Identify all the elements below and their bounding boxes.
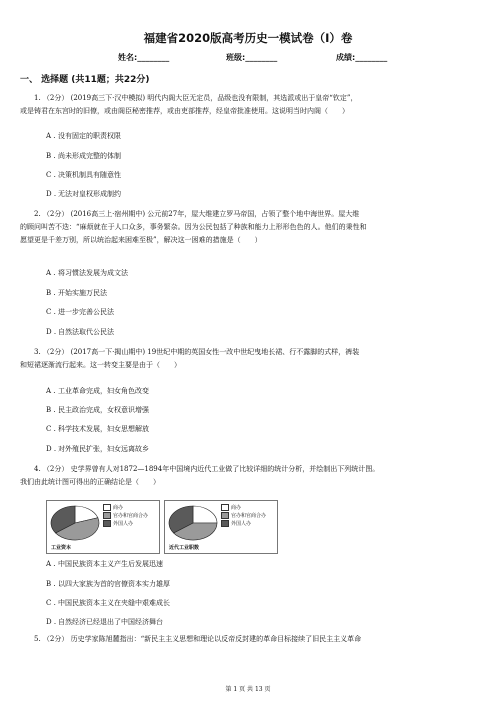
stem-line: 或是铸君在东宫时的旧僚，或由阁臣秘密推荐，或由吏部推荐，经皇帝批准使用。这说明当时内阁（ ）: [20, 107, 349, 115]
question-4-option-a: A . 中国民族资本主义产生后发展迅速: [46, 560, 163, 568]
stem-line: 4. （2分） 史学界曾有人对1872—1894年中国境内近代工业做了比较详细的统计分析，并绘制出下列统计图。: [34, 465, 380, 473]
stem-line: 2. （2分） (2016高三上·宿州期中) 公元前27年，屋大维建立罗马帝国，占领了整个地中海世界。屋大维: [34, 210, 360, 218]
question-3-stem: [20, 346, 480, 372]
chart-legend: [103, 504, 148, 528]
legend-item: 官办和官商合办: [221, 512, 266, 520]
question-2-option-b: B . 开始实施万民法: [46, 289, 107, 297]
question-3-option-d: D . 对外殖民扩张，妇女远离故乡: [46, 445, 149, 453]
legend-item: 外国人办: [221, 520, 266, 528]
pie-slice-1: [193, 506, 217, 523]
chart-caption: 工业资本: [51, 545, 72, 551]
stem-line: 和短裙逐渐流行起来。这一转变主要是由于（ ）: [20, 361, 181, 369]
question-3-option-b: B . 民主政治完成，女权意识增强: [46, 406, 149, 414]
question-1-stem: [20, 92, 480, 118]
question-4-stem: [20, 463, 480, 489]
question-2-option-d: D . 自然法取代公民法: [46, 328, 114, 336]
legend-item: 官办和官商合办: [103, 512, 148, 520]
statistics-figure: [46, 500, 276, 552]
question-1-option-d: D . 无法对皇权形成制约: [46, 190, 121, 198]
question-4-option-d: D . 自然经济已经退出了中国经济舞台: [46, 618, 163, 626]
question-3-option-c: C . 科学技术发展，妇女思想解放: [46, 425, 149, 433]
pie-svg-1: [49, 503, 101, 543]
pie-chart-industrial-capital: [46, 500, 160, 554]
question-1-option-b: B . 尚未形成完整的体制: [46, 152, 121, 160]
page-title: 福建省2020版高考历史一模试卷（I）卷: [143, 31, 353, 45]
stem-line: 1. （2分） (2019高三下·汉中模拟) 明代内阁大臣无定员，品级也没有限制，其选派或出于皇帝“钦定”，: [34, 94, 358, 102]
chart-legend: [221, 504, 266, 528]
question-2-option-c: C . 进一步完善公民法: [46, 308, 114, 316]
score-field: 成绩:________: [336, 53, 388, 62]
question-5-stem: [20, 633, 480, 646]
class-field: 班级:________: [226, 53, 278, 62]
legend-item: 商办: [103, 504, 148, 512]
stem-line: 我们由此统计图可得出的正确结论是（ ）: [20, 478, 160, 486]
question-4-option-b: B . 以四大家族为首的官僚资本实力雄厚: [46, 580, 170, 588]
section-heading: 一、 选择题 (共11题；共22分): [20, 75, 150, 85]
question-4-option-c: C . 中国民族资本主义在夹缝中艰难成长: [46, 599, 170, 607]
pie-svg-2: [167, 503, 219, 543]
stem-line: 5. （2分） 历史学家陈旭麓指出：“新民主主义思想和理论以反帝反封建的革命目标接续了旧民主主义革命: [34, 635, 362, 643]
question-2-option-a: A . 将习惯法发展为成文法: [46, 269, 128, 277]
stem-line: 3. （2分） (2017高一下·揭山期中) 19世纪中期的英国女性一改中世纪曳地长裙、行不露脚的式样，裤装: [34, 348, 360, 356]
page-footer: 第 1 页 共 13 页: [225, 686, 271, 693]
legend-item: 商办: [221, 504, 266, 512]
pie-chart-industry-workers: [164, 500, 278, 554]
stem-line: 愿望更是千差万别，所以统治起来困难至极”，解决这一困难的措施是（ ）: [20, 236, 262, 244]
question-2-stem: [20, 208, 480, 247]
name-field: 姓名:________: [118, 53, 170, 62]
stem-line: 的顾问叫苦不迭：“麻烦就在于人口众多，事务繁杂。因为公民包括了种族和能力上形形色色的人。他们的秉性和: [20, 223, 367, 231]
question-1-option-c: C . 决策机制具有随意性: [46, 171, 121, 179]
question-1-option-a: A . 没有固定的职责权限: [46, 132, 121, 140]
question-3-option-a: A . 工业革命完成，妇女角色改变: [46, 387, 149, 395]
chart-caption: 近代工业职数: [169, 545, 200, 551]
legend-item: 外国人办: [103, 520, 148, 528]
